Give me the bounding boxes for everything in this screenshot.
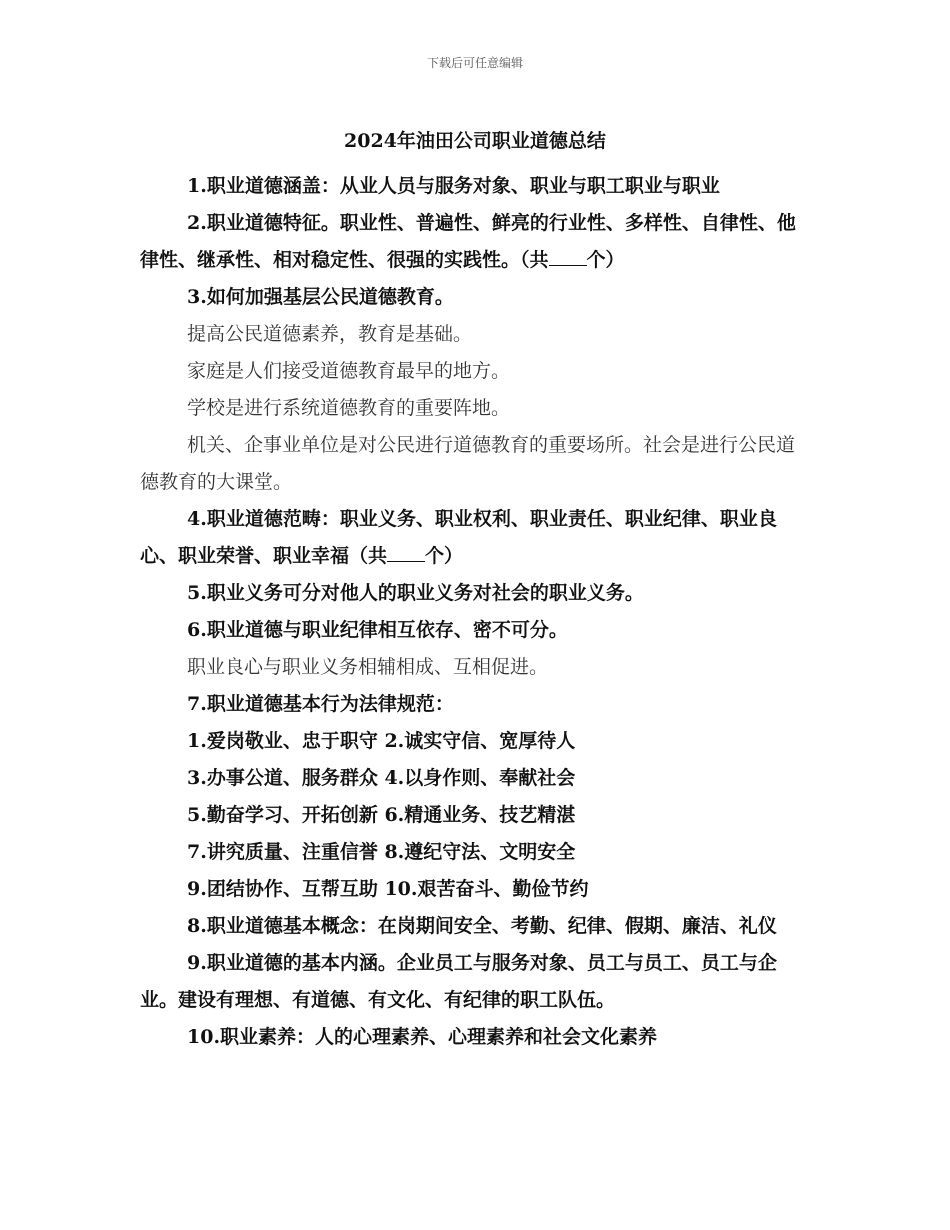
paragraph-5: 5.职业义务可分对他人的职业义务对社会的职业义务。 xyxy=(187,582,644,604)
paragraph-7: 7.职业道德基本行为法律规范： xyxy=(187,693,454,715)
paragraph-6-line-1: 职业良心与职业义务相辅相成、互相促进。 xyxy=(187,656,549,678)
paragraph-9: 9.职业道德的基本内涵。企业员工与服务对象、员工与员工、员工与企业。建设有理想、有道德、有文化、有纪律的职工队伍。 xyxy=(140,952,777,1011)
paragraph-4 xyxy=(140,501,812,575)
document-body xyxy=(140,168,812,1056)
paragraph-7-item-2: 3.办事公道、服务群众 4.以身作则、奉献社会 xyxy=(187,767,576,789)
document-title: 2024年油田公司职业道德总结 xyxy=(344,130,606,152)
paragraph-4-text: 4.职业道德范畴：职业义务、职业权利、职业责任、职业纪律、职业良心、职业荣誉、职业幸福（共 xyxy=(140,508,777,567)
paragraph-3-line-4: 机关、企事业单位是对公民进行道德教育的重要场所。社会是进行公民道德教育的大课堂。 xyxy=(140,434,796,493)
paragraph-3: 3.如何加强基层公民道德教育。 xyxy=(187,286,454,308)
paragraph-4-tail: 个） xyxy=(425,545,464,567)
paragraph-1: 1.职业道德涵盖：从业人员与服务对象、职业与职工职业与职业 xyxy=(187,175,720,197)
paragraph-2-tail: 个） xyxy=(586,249,625,271)
paragraph-10: 10.职业素养：人的心理素养、心理素养和社会文化素养 xyxy=(187,1026,658,1048)
paragraph-3-line-1: 提高公民道德素养，教育是基础。 xyxy=(187,323,473,345)
paragraph-7-item-4: 7.讲究质量、注重信誉 8.遵纪守法、文明安全 xyxy=(187,841,576,863)
paragraph-7-item-5: 9.团结协作、互帮互助 10.艰苦奋斗、勤俭节约 xyxy=(187,878,589,900)
paragraph-7-item-3: 5.勤奋学习、开拓创新 6.精通业务、技艺精湛 xyxy=(187,804,576,826)
paragraph-6: 6.职业道德与职业纪律相互依存、密不可分。 xyxy=(187,619,568,641)
paragraph-7-item-1: 1.爱岗敬业、忠于职守 2.诚实守信、宽厚待人 xyxy=(187,730,576,752)
fill-blank xyxy=(549,245,587,266)
paragraph-2-text: 2.职业道德特征。职业性、普遍性、鲜亮的行业性、多样性、自律性、他律性、继承性、相对稳定性、很强的实践性。（共 xyxy=(140,212,796,271)
header-note: 下载后可任意编辑 xyxy=(426,56,523,70)
paragraph-3-line-2: 家庭是人们接受道德教育最早的地方。 xyxy=(187,360,511,382)
paragraph-2 xyxy=(140,205,812,279)
paragraph-3-line-3: 学校是进行系统道德教育的重要阵地。 xyxy=(187,397,511,419)
paragraph-8: 8.职业道德基本概念：在岗期间安全、考勤、纪律、假期、廉洁、礼仪 xyxy=(187,915,777,937)
fill-blank xyxy=(387,541,425,562)
